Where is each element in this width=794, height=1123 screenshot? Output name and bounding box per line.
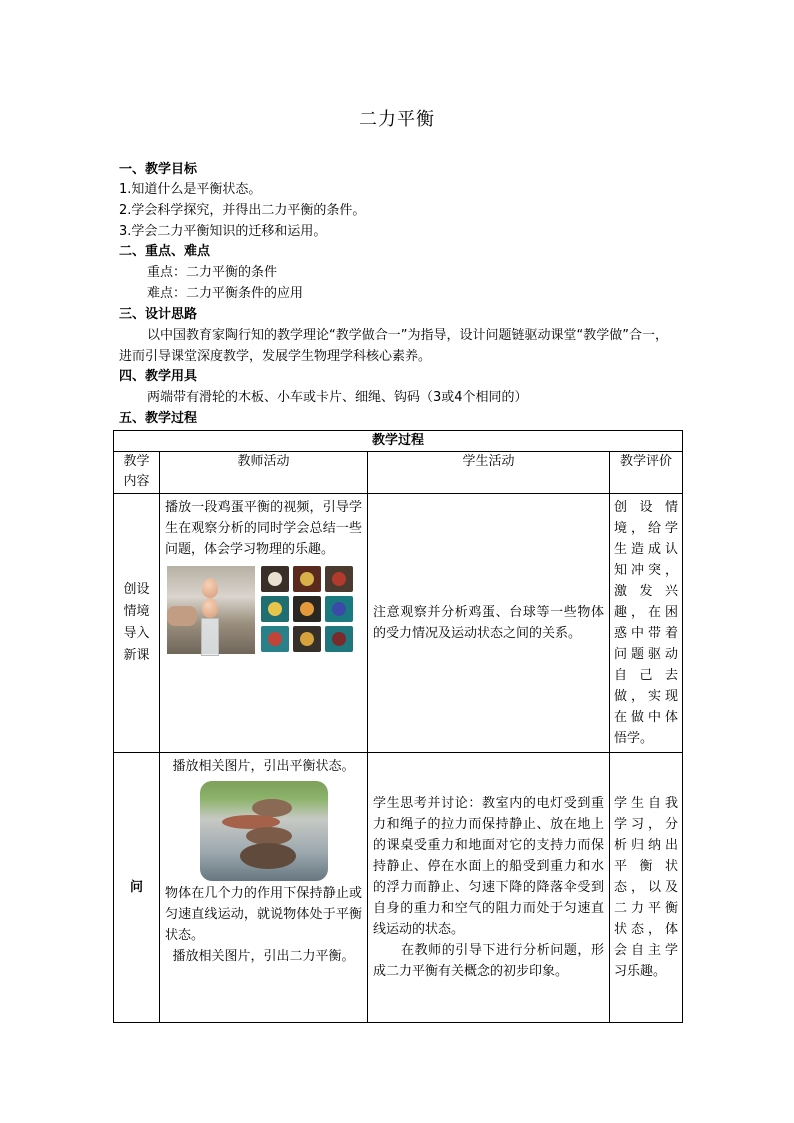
row2-student-cell xyxy=(368,753,610,1023)
col-header-teacher: 教师活动 xyxy=(160,452,368,494)
goal-item-1: 1.知道什么是平衡状态。 xyxy=(119,182,262,197)
table-title: 教学过程 xyxy=(114,431,683,452)
col-header-content: 教学内容 xyxy=(114,452,160,494)
col-header-eval: 教学评价 xyxy=(610,452,683,494)
row1-teacher-cell xyxy=(160,494,368,753)
col-header-student: 学生活动 xyxy=(368,452,610,494)
row2-teacher-bottom: 播放相关图片，引出二力平衡。 xyxy=(172,949,355,964)
goal-item-3: 3.学会二力平衡知识的迁移和运用。 xyxy=(119,224,327,239)
section-heading-process: 五、教学过程 xyxy=(119,411,198,426)
section-heading-design: 三、设计思路 xyxy=(119,307,198,322)
section-heading-key-points: 二、重点、难点 xyxy=(119,244,211,259)
row1-student: 注意观察并分析鸡蛋、台球等一些物体的受力情况及运动状态之间的关系。 xyxy=(368,494,610,753)
key-point: 重点：二力平衡的条件 xyxy=(147,265,278,280)
row2-teacher-mid: 物体在几个力的作用下保持静止或匀速直线运动，就说物体处于平衡状态。 xyxy=(165,886,362,943)
row2-student-p1: 学生思考并讨论：教室内的电灯受到重力和绳子的拉力而保持静止、放在地上的课桌受重力和地面对它的支持力而保持静止、停在水面上的船受到重力和水的浮力而静止、匀速下降的降落伞受到自身的重力和空气的阻力而处于匀速直线运动的状态。 xyxy=(373,796,604,937)
egg-balance-photo xyxy=(167,566,255,654)
egg-shape-bottom xyxy=(202,598,218,618)
goal-item-2: 2.学会科学探究，并得出二力平衡的条件。 xyxy=(119,203,366,218)
difficult-point: 难点：二力平衡条件的应用 xyxy=(147,286,304,301)
page-title: 二力平衡 xyxy=(359,109,435,130)
table-row xyxy=(114,753,683,1023)
design-paragraph: 以中国教育家陶行知的教学理论“教学做合一”为指导，设计问题链驱动课堂“教学做”合一，进而引导课堂深度教学，发展学生物理学科核心素养。 xyxy=(119,328,668,364)
row1-content: 创设情境导入新课 xyxy=(114,494,160,753)
row2-teacher-top: 播放相关图片，引出平衡状态。 xyxy=(172,759,355,774)
billiard-balls-grid xyxy=(261,566,353,654)
section-heading-tools: 四、教学用具 xyxy=(119,369,198,384)
row1-eval: 创设情境，给学生造成认知冲突，激发兴趣，在困惑中带着问题驱动自己去做，实现在做中体悟学。 xyxy=(610,494,683,753)
egg-shape-top xyxy=(202,578,218,598)
row2-student-p2: 在教师的引导下进行分析问题，形成二力平衡有关概念的初步印象。 xyxy=(373,943,604,979)
stacked-rocks-photo xyxy=(200,781,328,881)
table-row xyxy=(114,494,683,753)
bottle-shape xyxy=(201,618,219,656)
row2-content: 问 xyxy=(114,753,160,1023)
tools-text: 两端带有滑轮的木板、小车或卡片、细绳、钩码（3或4个相同的） xyxy=(147,390,528,405)
section-heading-goals: 一、教学目标 xyxy=(119,162,198,177)
process-table xyxy=(113,430,683,1023)
row1-teacher-text: 播放一段鸡蛋平衡的视频，引导学生在观察分析的同时学会总结一些问题，体会学习物理的乐趣。 xyxy=(165,500,362,557)
hand-shape xyxy=(167,606,197,626)
row2-teacher-cell xyxy=(160,753,368,1023)
row1-images xyxy=(167,566,362,658)
row2-eval: 学生自我学习，分析归纳出平衡状态，以及二力平衡状态，体会自主学习乐趣。 xyxy=(610,753,683,1023)
